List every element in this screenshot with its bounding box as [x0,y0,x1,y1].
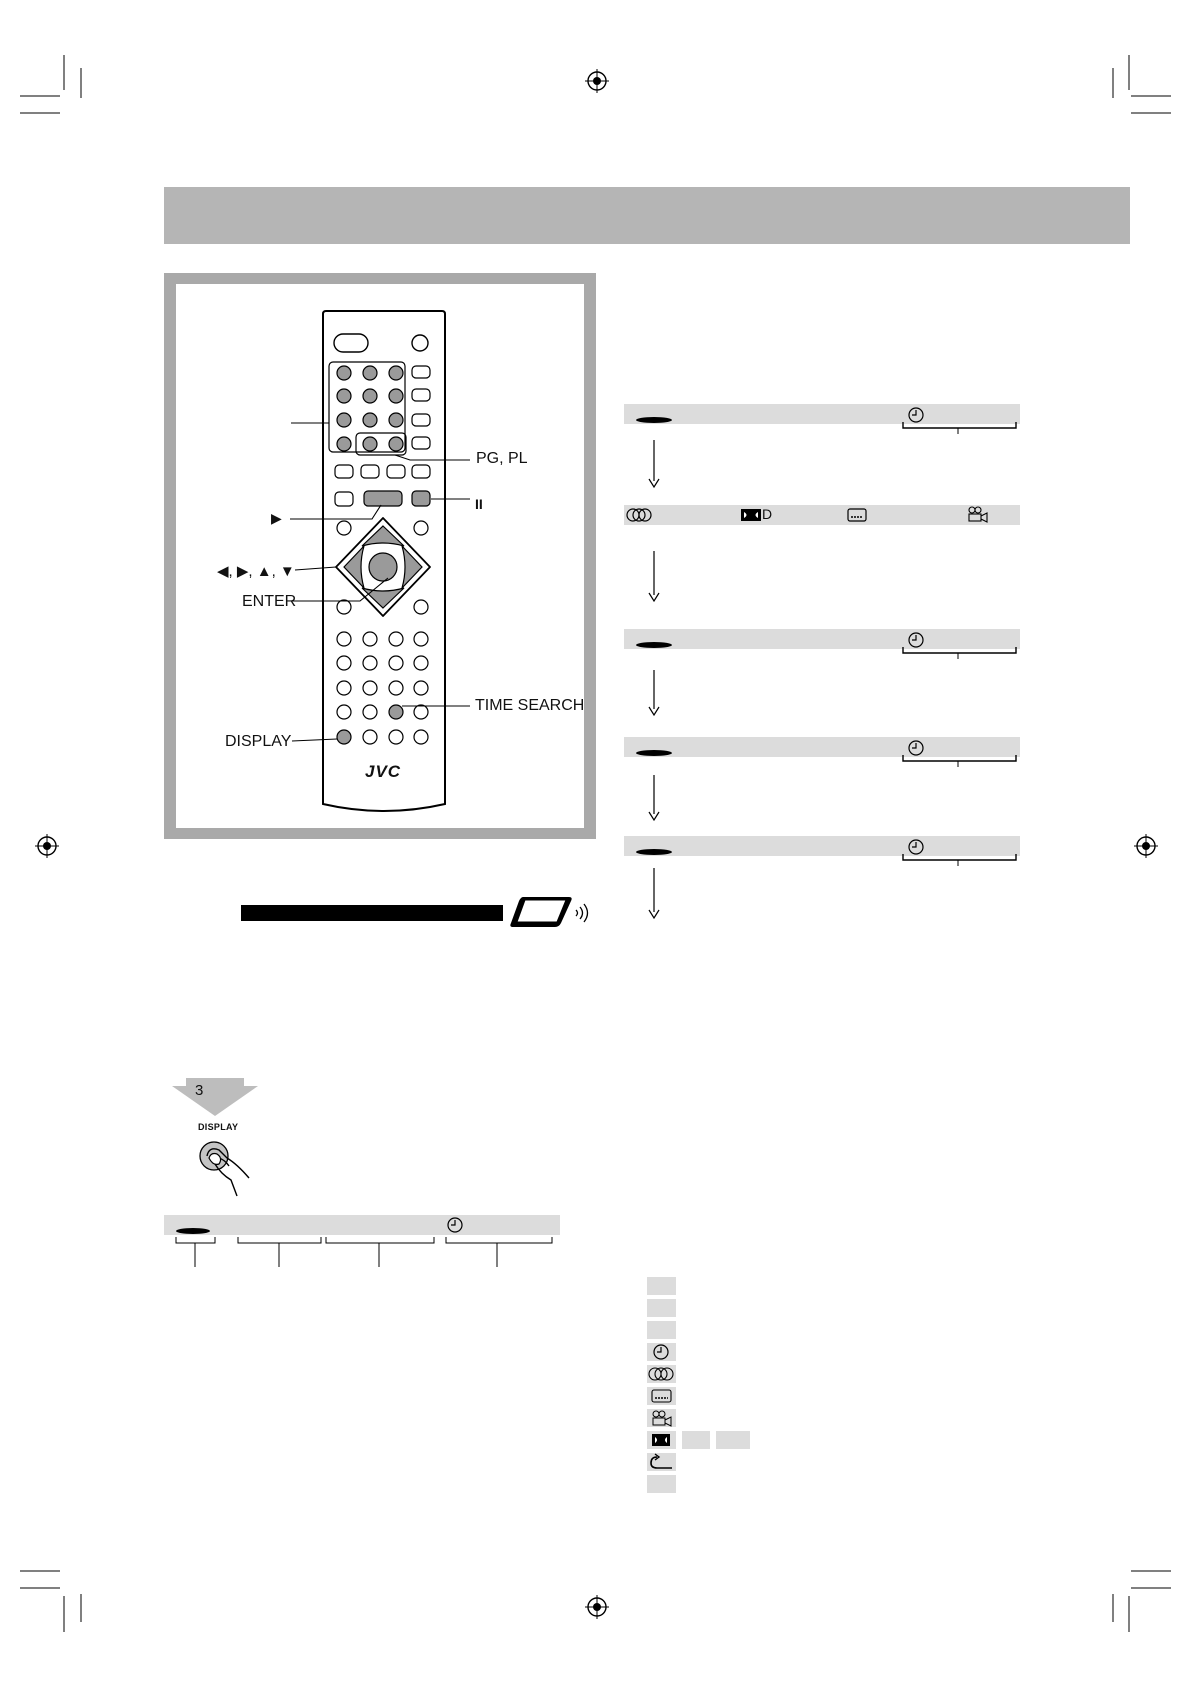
angle-icon [647,1409,676,1427]
play-label: ▶ [271,510,282,526]
remote-button [363,705,377,719]
keypad-button [363,389,377,403]
remote-button [363,730,377,744]
display-button-caption: DISPLAY [198,1122,239,1132]
disc-icon [636,642,672,648]
clock-icon [448,1218,462,1232]
pg-pl-label: PG, PL [476,450,528,467]
remote-button [389,656,403,670]
time-search-label: TIME SEARCH [475,697,585,714]
keypad-button [389,437,403,451]
keypad-button [363,437,377,451]
down-arrow-icon [647,868,661,920]
keypad-button [363,366,377,380]
legend-square [647,1321,676,1339]
clock-icon [647,1343,676,1361]
disc-icon [636,849,672,855]
remote-button [337,681,351,695]
down-arrow-icon [647,775,661,822]
legend-square [647,1299,676,1317]
registration-mark-right-icon [1134,834,1158,858]
clock-icon [909,840,923,854]
angle-icon [967,506,989,523]
keypad-button [337,437,351,451]
clock-icon [909,408,923,422]
enter-label: ENTER [242,593,297,610]
keypad-button [337,366,351,380]
pause-label: II [475,496,483,512]
header-band [164,187,1130,244]
remote-button [389,632,403,646]
down-arrow-icon [647,551,661,603]
on-screen-bar-markers [624,836,1020,870]
audio-icon [647,1365,676,1383]
on-screen-bar-icons [624,505,1020,525]
remote-button [363,632,377,646]
registration-mark-bottom-icon [585,1595,609,1619]
remote-button [414,656,428,670]
on-screen-bar-markers [624,737,1020,771]
cursor-buttons-label: ◀, ▶, ▲, ▼ [217,563,295,580]
keypad-button [389,366,403,380]
dolby-digital-suffix: D [762,506,773,522]
disc-icon [636,750,672,756]
legend-square [682,1431,710,1449]
remote-button [414,681,428,695]
legend-square [647,1475,676,1493]
on-screen-bar-markers [624,629,1020,663]
section-title-bar [241,905,503,921]
keypad-button [363,413,377,427]
keypad-button [337,389,351,403]
legend-square [716,1431,750,1449]
display-label: DISPLAY [225,733,292,750]
down-arrow-icon [647,670,661,717]
remote-button [414,705,428,719]
remote-button [363,656,377,670]
registration-mark-top-icon [585,69,609,93]
audio-icon [625,507,655,523]
clock-icon [909,633,923,647]
step-arrow-icon [170,1078,260,1118]
on-screen-bar-callouts [164,1215,560,1275]
on-screen-bar-markers [624,404,1020,438]
disc-icon [636,417,672,423]
subtitle-icon [847,508,867,522]
remote-control-icon [509,893,599,931]
keypad-button [337,413,351,427]
remote-button [389,730,403,744]
repeat-icon [647,1453,676,1471]
remote-button [389,681,403,695]
finger-pressing-display-icon [193,1134,253,1200]
clock-icon [909,741,923,755]
remote-button [414,632,428,646]
remote-button [337,705,351,719]
dolby-icon [647,1431,676,1449]
subtitle-icon [647,1387,676,1405]
dolby-digital-icon [741,508,763,522]
registration-mark-left-icon [35,834,59,858]
remote-button [337,632,351,646]
keypad-button [389,413,403,427]
remote-button [414,730,428,744]
remote-button [337,656,351,670]
remote-button [363,681,377,695]
remote-brand-logo: JVC [365,762,402,781]
step-number: 3 [195,1082,204,1099]
keypad-button [389,389,403,403]
down-arrow-icon [647,440,661,489]
legend-square [647,1277,676,1295]
